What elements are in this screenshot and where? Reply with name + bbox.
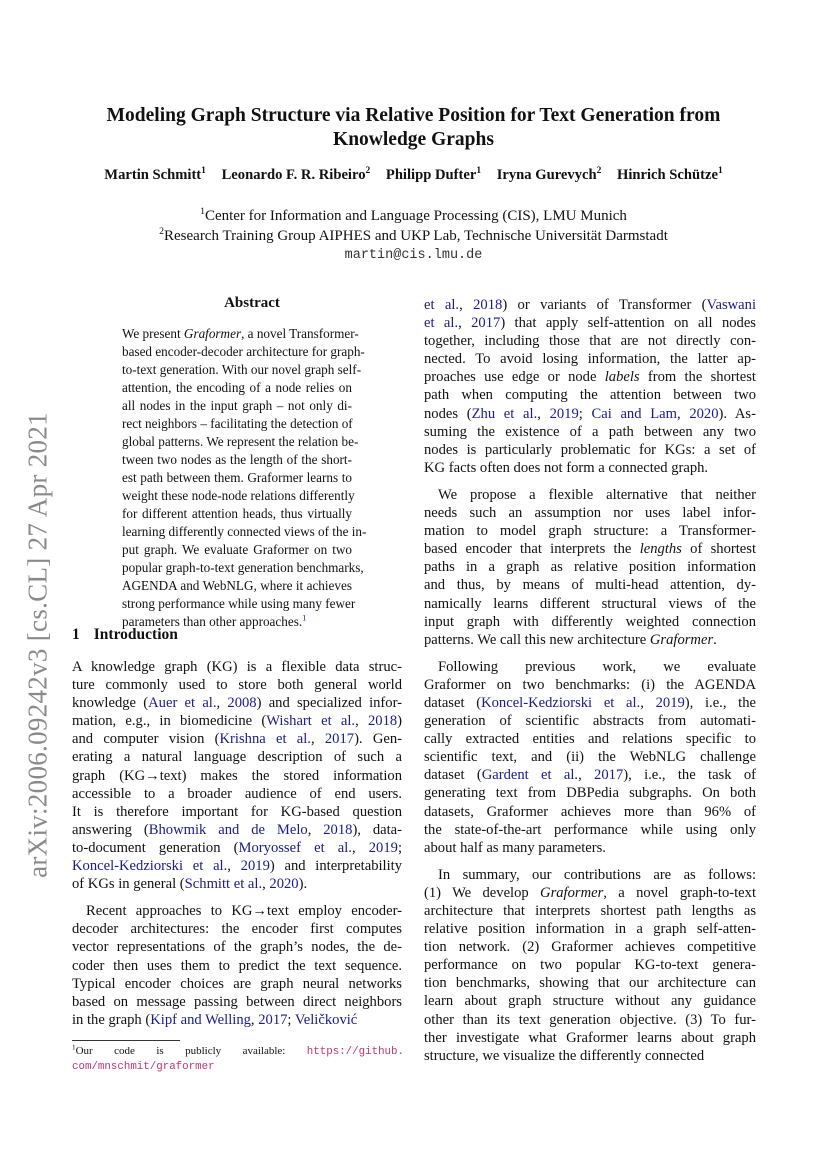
text-span: , — [351, 839, 369, 856]
italic-text: Graformer — [540, 884, 604, 901]
text-line — [424, 386, 756, 404]
text-span: AGENDA and WebNLG, where it achieves — [122, 578, 352, 593]
citation-link[interactable]: Veličković — [294, 1011, 358, 1028]
text-line — [72, 821, 402, 839]
text-line — [424, 595, 756, 613]
author-name: Philipp Dufter — [385, 167, 477, 183]
text-line — [424, 576, 756, 594]
italic-text: Graformer — [649, 631, 714, 648]
footnote-ref[interactable]: 1 — [302, 612, 307, 623]
citation-link[interactable]: Schmitt et al. — [184, 876, 263, 893]
text-line — [424, 658, 756, 676]
text-span: ) and specialized infor- — [256, 695, 403, 712]
citation-link[interactable]: et al. — [424, 315, 459, 332]
text-span: , — [458, 315, 472, 332]
text-line — [424, 730, 756, 748]
text-line — [424, 766, 756, 784]
text-span: , — [459, 297, 474, 313]
text-span: , — [537, 405, 550, 422]
text-span: ). As- — [718, 405, 756, 422]
text-span: performance on two popular KG-to-text genera- — [424, 957, 756, 974]
text-span: ), i.e., the — [684, 694, 756, 711]
text-line — [424, 613, 756, 631]
text-line — [72, 993, 402, 1011]
text-span: generating text from DBPedia subgraphs. On both — [424, 785, 756, 802]
author-name: Leonardo F. R. Ribeiro — [221, 167, 366, 183]
text-span: graph (KG→text) makes the stored information — [72, 767, 402, 784]
text-span: ). — [298, 876, 308, 893]
affiliation — [60, 226, 767, 246]
citation-link[interactable]: 2017 — [471, 315, 501, 332]
text-line — [122, 505, 352, 523]
text-line — [424, 540, 756, 558]
italic-text: lengths — [639, 541, 682, 558]
text-line — [424, 884, 756, 902]
text-line — [72, 694, 402, 712]
author-email[interactable]: martin@cis.lmu.de — [344, 248, 483, 263]
text-line — [72, 785, 402, 803]
italic-text: labels — [604, 369, 640, 386]
text-line — [424, 676, 756, 694]
text-span: KG facts often does not form a connected graph. — [424, 459, 709, 476]
footnote — [72, 1044, 404, 1074]
abstract-heading: Abstract — [224, 295, 280, 311]
footnote-rule — [72, 1040, 180, 1041]
text-span: rect neighbors – facilitating the detection of — [122, 416, 353, 431]
text-line — [122, 487, 355, 505]
text-line — [424, 350, 756, 368]
text-span: We present — [122, 326, 184, 341]
citation-link[interactable]: 2019 — [368, 839, 398, 856]
text-line — [72, 767, 402, 785]
text-span: , — [676, 405, 690, 422]
text-line — [72, 839, 402, 857]
text-line — [424, 441, 756, 459]
text-span: ; — [287, 1011, 295, 1028]
text-span: parameters than other approaches. — [122, 614, 303, 629]
text-line — [424, 956, 756, 974]
citation-link[interactable]: Krishna et al. — [219, 731, 311, 748]
section-number: 1 — [72, 626, 80, 643]
citation-link[interactable]: Zhu et al. — [471, 405, 538, 422]
text-line — [424, 558, 756, 576]
author-affil-mark: 2 — [365, 166, 371, 177]
text-span: generation of scientific abstracts from automati- — [424, 713, 756, 730]
text-span: nodes ( — [424, 405, 472, 422]
arxiv-stamp: arXiv:2006.09242v3 [cs.CL] 27 Apr 2021 — [22, 412, 53, 878]
citation-link[interactable]: Auer et al. — [148, 695, 217, 712]
text-span: namically learns different structural views of the — [424, 595, 756, 612]
author — [386, 167, 481, 183]
text-line — [122, 595, 356, 613]
text-span: , — [355, 713, 368, 730]
text-line — [72, 875, 402, 893]
text-line — [424, 1029, 756, 1047]
text-span: and computer vision ( — [72, 731, 220, 748]
text-span: ), data- — [352, 821, 403, 838]
text-span: put graph. We evaluate Graformer on two — [122, 542, 352, 557]
author-affil-mark: 1 — [717, 166, 723, 177]
text-span: It is therefore important for KG-based question — [72, 803, 402, 820]
footnote-mark: 1 — [72, 1043, 76, 1052]
author-name: Hinrich Schütze — [617, 167, 718, 183]
citation-link[interactable]: Bhowmik and de Melo — [148, 821, 308, 838]
text-span: ture commonly used to store both general world — [72, 677, 402, 694]
text-span: input graph with differently weighted connection — [424, 613, 756, 630]
text-line — [72, 957, 402, 975]
text-line — [424, 314, 756, 332]
text-span: ) — [397, 713, 403, 730]
citation-link[interactable]: Gardent et al. — [481, 767, 579, 784]
author-name: Iryna Gurevych — [496, 167, 597, 183]
text-span: from the shortest — [639, 369, 756, 386]
right-column — [424, 296, 756, 1074]
affiliation — [60, 206, 767, 226]
paragraph — [122, 325, 367, 631]
text-span: , — [262, 876, 270, 893]
text-span: A knowledge graph (KG) is a flexible data struc- — [72, 659, 402, 675]
text-span: other than its text generation objective. (3) To fur- — [424, 1011, 756, 1028]
text-span: of KGs in general ( — [72, 876, 185, 893]
footnote-line — [72, 1059, 404, 1074]
citation-link[interactable]: 2008 — [227, 695, 257, 712]
text-span: learning differently connected views of the in- — [122, 524, 367, 539]
text-span: ther investigate what Graformer learns about graph — [424, 1029, 756, 1046]
text-span: ), i.e., the task of — [623, 767, 757, 784]
abstract-body — [122, 325, 367, 640]
text-line — [72, 712, 402, 730]
author-affil-mark: 1 — [476, 166, 482, 177]
footnote-line — [72, 1044, 404, 1059]
text-line — [122, 523, 367, 541]
text-line — [72, 676, 402, 694]
text-span: of shortest — [681, 541, 756, 558]
citation-link[interactable]: 2018 — [323, 821, 353, 838]
citation-link[interactable]: Kipf and Welling — [150, 1011, 251, 1028]
text-span: relative position information in a graph self-atten- — [424, 921, 756, 938]
text-span: knowledge ( — [72, 695, 149, 712]
text-line — [72, 975, 402, 993]
text-line — [122, 451, 352, 469]
author-name: Martin Schmitt — [104, 167, 202, 183]
citation-link[interactable]: 2019 — [655, 694, 685, 711]
text-line — [122, 559, 364, 577]
text-line — [72, 748, 402, 766]
text-span: , a novel graph-to-text — [603, 884, 756, 901]
text-line — [122, 541, 352, 559]
text-span: and thus, by means of multi-head attention, dy- — [424, 577, 756, 594]
text-span: weight these node-node relations differently — [122, 488, 355, 503]
text-line — [72, 658, 402, 676]
text-span: , — [227, 858, 241, 875]
text-span: Graformer on two benchmarks: (i) the AGENDA — [424, 676, 756, 693]
text-line — [424, 694, 756, 712]
text-span: est path between them. Graformer learns to — [122, 470, 352, 485]
affil-text: Center for Information and Language Processing (CIS), LMU Munich — [204, 208, 627, 224]
citation-link[interactable]: 2020 — [269, 876, 299, 893]
citation-link[interactable]: 2020 — [689, 405, 719, 422]
text-span: , — [216, 695, 228, 712]
text-span: coder then uses them to predict the text sequence. — [72, 957, 402, 974]
text-span: Recent approaches to KG→text employ encoder- — [86, 903, 402, 920]
citation-link[interactable]: Koncel-Kedziorski et al. — [72, 858, 228, 875]
text-line — [72, 902, 402, 920]
text-span: dataset ( — [424, 767, 482, 784]
text-line — [122, 397, 352, 415]
text-span: , a novel Transformer- — [241, 326, 359, 341]
citation-link[interactable]: Cai and Lam — [591, 405, 677, 422]
text-line — [72, 1011, 402, 1029]
paper-title: Modeling Graph Structure via Relative Position for Text Generation from Knowledge Graphs — [106, 105, 721, 150]
text-span: erating a natural language description of such a — [72, 749, 402, 766]
affiliations — [60, 206, 767, 266]
text-span: , — [310, 731, 325, 748]
text-span: datasets, Graformer achieves more than 96% of — [424, 803, 756, 820]
text-span: answering ( — [72, 821, 149, 838]
text-line — [424, 902, 756, 920]
text-span: cally extracted entities and relations specific to — [424, 731, 756, 748]
text-span: Typical encoder choices are graph neural networks — [72, 975, 402, 992]
text-line — [122, 325, 359, 343]
text-line — [424, 423, 756, 441]
text-line — [424, 784, 756, 802]
text-span: dataset ( — [424, 694, 482, 711]
text-span: learn about graph structure without any guidance — [424, 993, 756, 1010]
text-span: based encoder-decoder architecture for graph- — [122, 344, 365, 359]
text-span: ; — [397, 839, 402, 856]
text-line — [424, 631, 756, 649]
author-list — [40, 167, 787, 184]
text-span: to-document generation ( — [72, 839, 239, 856]
author — [497, 167, 602, 183]
text-span: all nodes in the input graph – not only di- — [122, 398, 352, 413]
author — [617, 167, 723, 183]
text-span: based encoder that interprets the — [424, 541, 640, 558]
text-line — [424, 1047, 756, 1065]
text-span: needs such an assumption nor uses label infor- — [424, 505, 756, 522]
text-span: together, including those that are not directly con- — [424, 333, 756, 350]
text-line — [424, 803, 756, 821]
text-line — [72, 803, 402, 821]
text-span: ) or variants of Transformer ( — [502, 297, 707, 313]
text-line — [424, 459, 756, 477]
footnote-link[interactable]: com/mnschmit/graformer — [72, 1061, 215, 1073]
text-span: in the graph ( — [72, 1011, 151, 1028]
affil-num: 2 — [159, 226, 164, 237]
text-line — [424, 522, 756, 540]
text-span: nected. To avoid losing information, the latter ap- — [424, 351, 756, 368]
text-line — [424, 920, 756, 938]
text-span: paths in a graph as relative position information — [424, 559, 756, 576]
text-span: strong performance while using many fewer — [122, 596, 356, 611]
text-span: the state-of-the-art performance while using only — [424, 821, 756, 838]
text-span: global patterns. We represent the relation be- — [122, 434, 359, 449]
text-span: ). Gen- — [354, 731, 403, 748]
text-line — [424, 839, 756, 857]
text-span: architecture that interprets shortest path lengths as — [424, 903, 756, 919]
text-span: patterns. We call this new architecture — [424, 631, 650, 648]
text-line — [122, 469, 352, 487]
text-span: suming the existence of a path between any two — [424, 423, 756, 440]
citation-link[interactable]: Vaswani — [706, 297, 756, 313]
footnote-link[interactable]: https://github. — [306, 1046, 404, 1058]
text-line — [122, 415, 352, 433]
paragraph — [424, 296, 756, 477]
citation-link[interactable]: 2017 — [594, 767, 624, 784]
text-line — [424, 332, 756, 350]
text-line — [122, 379, 352, 397]
footnote-text: Our code is publicly available: — [75, 1045, 307, 1057]
text-span: path when computing the attention between two — [424, 387, 756, 404]
text-span: , — [578, 767, 595, 784]
text-span: to-text generation. With our novel graph self- — [122, 362, 362, 377]
paragraph — [72, 902, 402, 1029]
text-span: , — [640, 694, 656, 711]
citation-link[interactable]: 2019 — [240, 858, 270, 875]
text-line — [122, 361, 362, 379]
text-line — [122, 577, 352, 595]
text-span: We propose a flexible alternative that neither — [438, 486, 756, 503]
text-span: ; — [578, 405, 592, 422]
text-span: decoder architectures: the encoder first computes — [72, 921, 402, 938]
text-line — [424, 821, 756, 839]
text-span: accessible to a broader audience of end users. — [72, 785, 402, 802]
citation-link[interactable]: 2017 — [324, 731, 355, 748]
text-span: tion network. (2) Graformer achieves competitive — [424, 939, 756, 956]
text-span: , — [307, 821, 324, 838]
text-line — [424, 368, 756, 386]
section-heading — [72, 626, 178, 644]
text-line — [424, 992, 756, 1010]
text-span: tion benchmarks, showing that our architecture can — [424, 975, 756, 992]
citation-link[interactable]: 2019 — [549, 405, 579, 422]
text-span: ) that apply self-attention on all nodes — [500, 315, 756, 332]
text-span: vector representations of the graph’s nodes, the de- — [72, 939, 402, 956]
text-span: nodes is particularly problematic for KGs: a set of — [424, 441, 756, 458]
text-span: for different attention heads, thus virtually — [122, 506, 352, 521]
text-span: ) and interpretability — [269, 858, 403, 875]
paragraph — [424, 866, 756, 1065]
text-span: scientific text, and (ii) the WebNLG challenge — [424, 749, 756, 766]
citation-link[interactable]: et al. — [424, 297, 460, 313]
citation-link[interactable]: Moryossef et al. — [238, 839, 352, 856]
text-line — [122, 343, 365, 361]
text-line — [424, 405, 756, 423]
citation-link[interactable]: Koncel-Kedziorski et al. — [481, 694, 641, 711]
text-span: based on message passing between direct neighbors — [72, 993, 402, 1010]
text-span: , — [250, 1011, 259, 1028]
citation-link[interactable]: 2017 — [258, 1011, 288, 1028]
text-line — [72, 857, 402, 875]
text-span: proaches use edge or node — [424, 369, 605, 386]
left-column — [72, 658, 402, 1038]
italic-text: Graformer — [183, 326, 242, 341]
text-span: tween two nodes as the length of the short- — [122, 452, 352, 467]
author — [104, 167, 206, 183]
citation-link[interactable]: 2018 — [473, 297, 503, 313]
text-line — [424, 1011, 756, 1029]
text-span: structure, we visualize the differently connected — [424, 1047, 705, 1064]
paragraph — [72, 658, 402, 893]
text-line — [424, 712, 756, 730]
text-line — [424, 504, 756, 522]
text-line — [72, 920, 402, 938]
text-line — [424, 296, 756, 314]
text-span: . — [713, 631, 717, 648]
affil-text: Research Training Group AIPHES and UKP Lab, Technische Universität Darmstadt — [164, 228, 668, 244]
text-span: In summary, our contributions are as follows: — [438, 866, 756, 883]
text-span: mation to model graph structure: a Transformer- — [424, 523, 756, 540]
author-affil-mark: 1 — [201, 166, 206, 177]
text-line — [72, 938, 402, 956]
text-line — [424, 974, 756, 992]
paragraph — [424, 486, 756, 649]
section-title: Introduction — [93, 626, 178, 643]
text-line — [72, 730, 402, 748]
text-span: (1) We develop — [424, 884, 541, 901]
text-line — [424, 486, 756, 504]
text-span: Following previous work, we evaluate — [438, 658, 756, 675]
author-affil-mark: 2 — [596, 166, 602, 177]
text-span: about half as many parameters. — [424, 839, 606, 856]
text-span: popular graph-to-text generation benchmarks, — [122, 560, 364, 575]
author — [222, 167, 371, 183]
citation-link[interactable]: Wishart et al. — [266, 713, 356, 730]
text-line — [122, 433, 359, 451]
text-span: mation, e.g., in biomedicine ( — [72, 713, 267, 730]
text-line — [424, 938, 756, 956]
text-line — [424, 866, 756, 884]
affil-num: 1 — [200, 206, 205, 217]
citation-link[interactable]: 2018 — [367, 713, 398, 730]
text-span: attention, the encoding of a node relies on — [122, 380, 352, 395]
text-line — [424, 748, 756, 766]
paragraph — [424, 658, 756, 857]
